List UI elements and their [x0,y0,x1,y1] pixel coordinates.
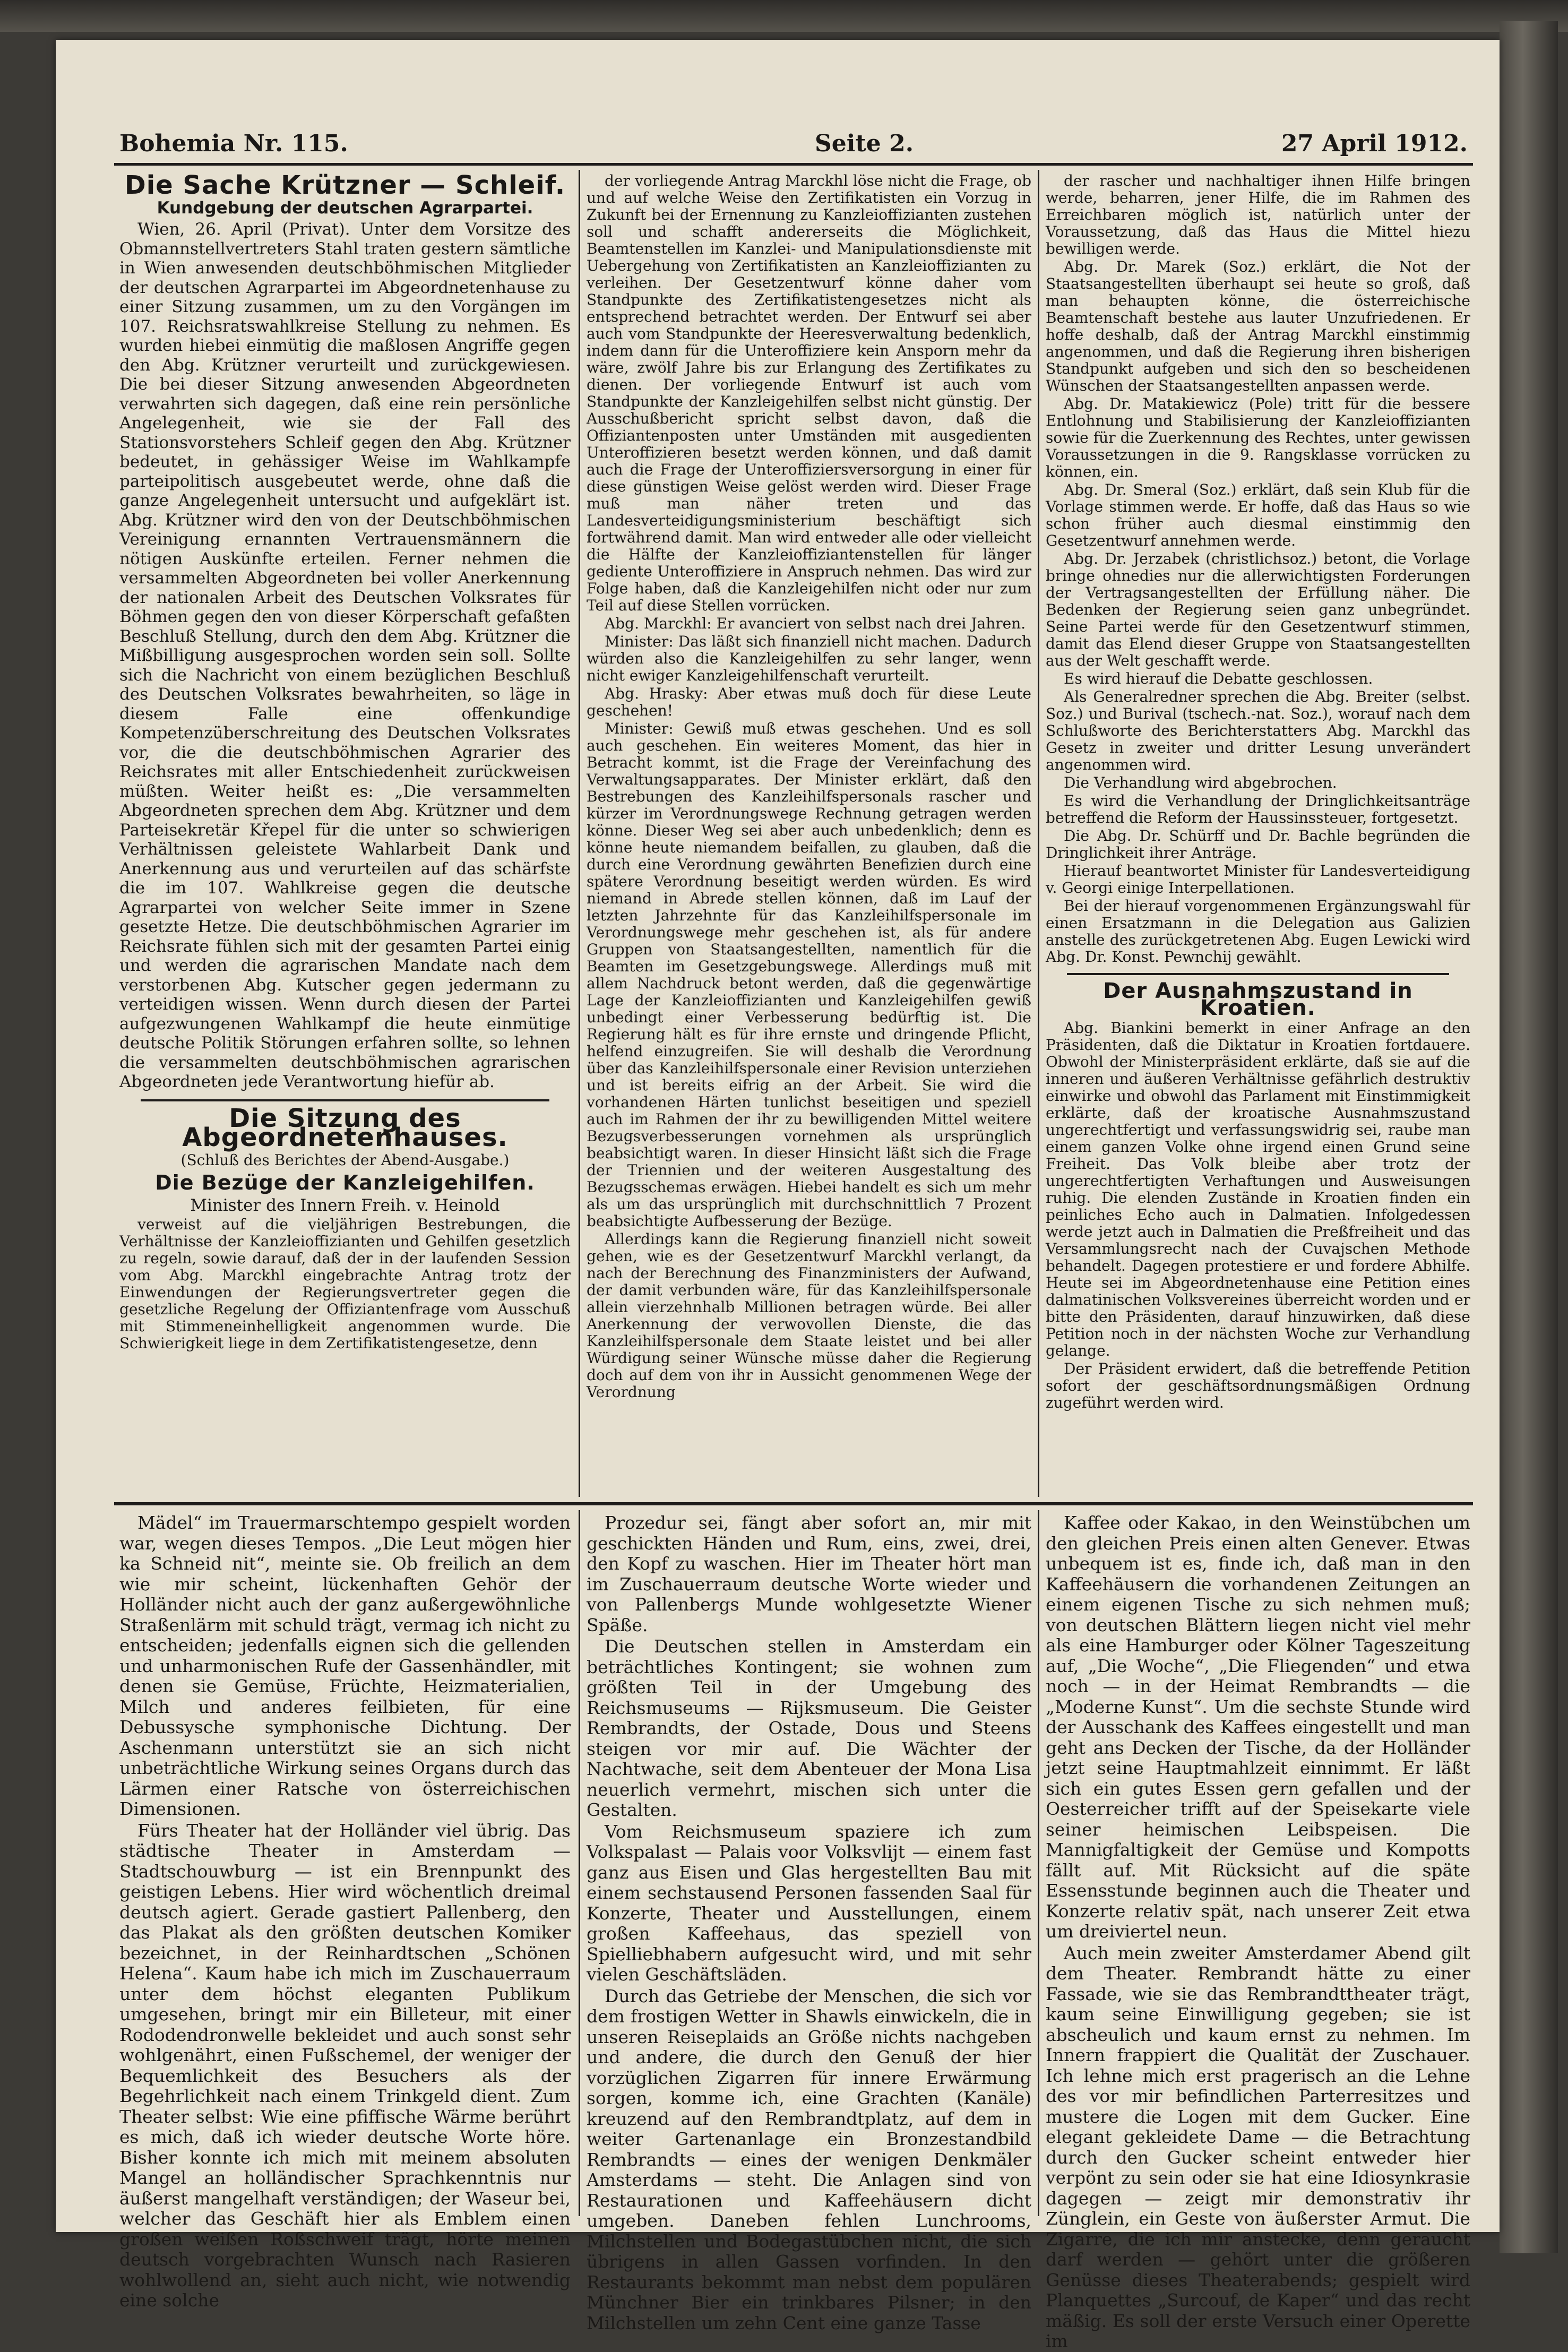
feuilleton-column-2 [587,1512,1031,2333]
article-title-kruetzner: Die Sache Krützner — Schleif. [124,170,566,200]
news-column-2 [587,173,1031,1489]
article-paragraph: Allerdings kann die Regierung finanziell nicht soweit gehen, wie es der Gesetzentwurf Marckhl verlangt, da nach der Berechnung des Finanzministers der Aufwand, der damit verbunden wäre, für das Kanzleihilfspersonale allein vierzehnhalb Millionen betragen würde. Bei aller Anerkennung der verwovollen Dienste, die das Kanzleihilfspersonale dem Staate leistet und bei aller Würdigung seiner Wünsche müsse daher die Regierung doch auf dem von ihr in Aussicht genommenen Wege der Verordnung [587,1230,1031,1401]
feuilleton-paragraph: Prozedur sei, fängt aber sofort an, mir mit geschickten Händen und Rum, eins, zwei, drei, den Kopf zu waschen. Hier im Theater hört man im Zuschauerraum deutsche Worte wieder und von Pallenbergs Munde wohlgesetzte Wiener Späße. [587,1512,1031,1635]
article-paragraph: Der Präsident erwidert, daß die betreffende Petition sofort der geschäftsordnungsmäßigen Ordnung zugeführt werden wird. [1046,1360,1470,1411]
header-page-number: Seite 2. [815,130,914,157]
feuilleton-rule [114,1502,1473,1505]
feuilleton-paragraph: Auch mein zweiter Amsterdamer Abend gilt dem Theater. Rembrandt hätte zu einer Fassade, wie sie das Rembrandttheater trägt, kaum seine Einwilligung gegeben; sie ist abscheulich und kaum ernst zu nehmen. Im Innern frappiert die Qualität der Zuschauer. Ich lehne mich erst pragerisch an die Lehne des vor mir befindlichen Parterresitzes und mustere die Logen mit dem Gucker. Eine elegant gekleidete Dame — die Betrachtung durch den Gucker scheint entweder hier verpönt zu sein oder sie hat eine Idiosynkrasie dagegen — zeigt mir demonstrativ ihr Zünglein, ein Geste von äußerster Armut. Die Zigarre, die ich mir anstecke, denn geraucht darf werden — gehört unter die größeren Genüsse dieses Theaterabends; gespielt wird Planquettes „Surcouf, de Kaper“ und das recht mäßig. Es soll der erste Versuch einer Operette im [1046,1942,1470,2351]
article-paragraph: Abg. Dr. Matakiewicz (Pole) tritt für die bessere Entlohnung und Stabilisierung der Kanzleioffizianten sowie für die Zuerkennung des Rechtes, unter gewissen Voraussetzungen in die 9. Rangsklasse vorrücken zu können, ein. [1046,395,1470,480]
feuilleton-paragraph: Kaffee oder Kakao, in den Weinstübchen um den gleichen Preis einen alten Genever. Etwas unbequem ist es, finde ich, daß man in den Kaffeehäusern die vorhandenen Zeitungen an einem eigenen Tische zu sich nehmen muß; von deutschen Blättern liegen nicht viel mehr als eine Hamburger oder Kölner Tageszeitung auf, „Die Woche“, „Die Fliegenden“ und etwa noch — in der Heimat Rembrandts — die „Moderne Kunst“. Um die sechste Stunde wird der Ausschank des Kaffees eingestellt und man geht ans Decken der Tische, da der Holländer jetzt seine Hauptmahlzeit einnimmt. Er läßt sich ein gutes Essen gern gefallen und der Oesterreicher trifft auf der Speisekarte viele seiner heimischen Leibspeisen. Die Mannigfaltigkeit der Gemüse und Kompotts fällt auf. Mit Rücksicht auf die späte Essensstunde beginnen auch die Theater und Konzerte relativ spät, nach unserer Zeit etwa um dreiviertel neun. [1046,1512,1470,1942]
article-subtitle: Kundgebung der deutschen Agrarpartei. [157,198,533,218]
article-paragraph: Es wird die Verhandlung der Dringlichkeitsanträge betreffend die Reform der Haussinssteuer, fortgesetzt. [1046,792,1470,826]
feuilleton-paragraph: Durch das Getriebe der Menschen, die sich vor dem frostigen Wetter in Shawls einwickeln, die in unseren Reiseplaids an Größe nichts nachgeben und andere, die durch den Genuß der hier vorzüglichen Zigarren für innere Erwärmung sorgen, komme ich, eine Grachten (Kanäle) kreuzend auf den Rembrandtplatz, auf dem in weiter Gartenanlage ein Bronzestandbild Rembrandts — eines der wenigen Denkmäler Amsterdams — steht. Die Anlagen sind von Restaurationen und Kaffeehäusern dicht umgeben. Daneben fehlen Lunchrooms, Milchstellen und Bodegastübchen nicht, die sich übrigens in allen Gassen vorfinden. In den Restaurants bekommt man nebst dem populären Münchner Bier ein trinkbares Pilsner; in den Milchstellen um zehn Cent eine ganze Tasse [587,1985,1031,2333]
article-paragraph: Abg. Marckhl: Er avanciert von selbst nach drei Jahren. [605,615,1026,632]
speaker-line: Minister des Innern Freih. v. Heinold [190,1195,500,1215]
article-paragraph: Abg. Dr. Jerzabek (christlichsoz.) betont, die Vorlage bringe ohnedies nur die allerwichtigsten Forderungen der Vertragsangestellten der Erfüllung näher. Die Bedenken der Regierung seien ganz unbegründet. Seine Partei werde für den Gesetzentwurf stimmen, damit das Elend dieser Gruppe von Staatsangestellten aus der Welt geschafft werde. [1046,550,1470,669]
header-issue: Bohemia Nr. 115. [119,130,348,157]
article-title-kroatien: Der Ausnahmszustand in Kroatien. [1103,979,1413,1020]
article-paragraph: verweist auf die vieljährigen Bestrebungen, die Verhältnisse der Kanzleioffizianten und Gehilfen gesetzlich zu regeln, sowie darauf, daß der in der laufenden Session vom Abg. Marckhl eingebrachte Antrag trotz der Einwendungen der Regierungsvertreter gegen die gesetzliche Regelung der Offiziantenfrage vom Ausschuß mit Stimmeneinhelligkeit angenommen wurde. Die Schwierigkeit liege in dem Zertifikatistengesetze, denn [119,1216,571,1352]
article-separator [141,1099,549,1101]
news-column-3 [1046,173,1470,1489]
article-paragraph: Als Generalredner sprechen die Abg. Breiter (selbst. Soz.) und Burival (tschech.-nat. Soz.), worauf nach dem Schlußworte des Berichterstatters Abg. Marckhl das Gesetz in zweiter und dritter Lesung unverändert angenommen wird. [1046,688,1470,773]
article-paragraph: Bei der hierauf vorgenommenen Ergänzungswahl für einen Ersatzmann in die Delegation aus Galizien anstelle des zurückgetretenen Abg. Eugen Lewicki wird Abg. Dr. Konst. Pewnchij gewählt. [1046,897,1470,966]
article-paragraph: Abg. Dr. Marek (Soz.) erklärt, die Not der Staatsangestellten überhaupt sei heute so groß, daß man behaupten könne, die österreichische Beamtenschaft bestehe aus lauter Unzufriedenen. Er hoffe deshalb, daß der Antrag Marckhl einstimmig angenommen, und daß die Regierung ihren bisherigen Standpunkt aufgeben und sich den so bescheidenen Wünschen der Staatsangestellten anpassen werde. [1046,258,1470,394]
article-title-sitzung: Die Sitzung des Abgeordnetenhauses. [182,1103,508,1152]
article-paragraph: Die Abg. Dr. Schürff und Dr. Bachle begründen die Dringlichkeit ihrer Anträge. [1046,827,1470,861]
column-rule [1038,170,1039,1497]
page-header [119,130,1468,167]
article-paragraph: Es wird hierauf die Debatte geschlossen. [1064,670,1373,687]
newspaper-page [56,40,1500,2351]
feuilleton-paragraph: Vom Reichsmuseum spaziere ich zum Volkspalast — Palais voor Volksvlijt — einem fast ganz aus Eisen und Glas hergestellten Bau mit einem sechstausend Personen fassenden Saal für Konzerte, Theater und Ausstellungen, einem großen Kaffeehaus, das speziell von Spielliebhabern aufgesucht wird, und mit sehr vielen Geschäftsläden. [587,1821,1031,1985]
scan-border-right [1500,21,1558,2253]
article-paragraph: Abg. Dr. Smeral (Soz.) erklärt, daß sein Klub für die Vorlage stimmen werde. Er hoffe, daß das Haus so wie schon früher auch diesmal einstimmig den Gesetzentwurf annehmen werde. [1046,481,1470,549]
article-paragraph: Minister: Das läßt sich finanziell nicht machen. Dadurch würden also die Kanzleigehilfen zu sehr langer, wenn nicht ewiger Kanzleigehilfenschaft verurteilt. [587,633,1031,684]
header-rule [114,163,1473,166]
column-rule [579,1510,580,2216]
article-paragraph: Die Verhandlung wird abgebrochen. [1064,774,1337,791]
scan-border-top [0,0,1568,32]
header-date: 27 April 1912. [1281,130,1468,157]
article-paragraph: Abg. Biankini bemerkt in einer Anfrage an den Präsidenten, daß die Diktatur in Kroatien fortdauere. Obwohl der Ministerpräsident erklärte, daß sie auf die inneren und äußeren Verhältnisse gefährlich destruktiv einwirke und obwohl das Parlament mit Einstimmigkeit erklärte, daß der kroatische Ausnahmszustand ungerechtfertigt und verfassungswidrig sei, raube man einem ganzen Volke ohne irgend einen Grund seine Freiheit. Das Volk bleibe aber trotz der ungerechtfertigten Verhaftungen und Ausweisungen ruhig. Die elenden Zustände in Kroatien finden ein peinliches Echo auch in Dalmatien. Infolgedessen werde jetzt auch in Dalmatien die Preßfreiheit und das Versammlungsrecht nach der Cuvajschen Methode behandelt. Dagegen protestiere er und fordere Abhilfe. Heute sei im Abgeordnetenhause eine Petition eines dalmatinischen Volksvereines überreicht worden und er bitte den Präsidenten, darauf hinzuwirken, daß diese Petition noch in der nächsten Woche zur Verhandlung gelange. [1046,1019,1470,1359]
article-note: (Schluß des Berichtes der Abend-Ausgabe.) [180,1151,510,1169]
feuilleton-column-1 [119,1512,571,2311]
article-paragraph: Minister: Gewiß muß etwas geschehen. Und es soll auch geschehen. Ein weiteres Moment, das hier in Betracht kommt, ist die Frage der Vereinfachung des Verwaltungsapparates. Der Minister erklärt, daß den Bestrebungen des Kanzleihilfspersonals rascher und kürzer im Verordnungswege Rechnung getragen werden könne. Dieser Weg sei aber auch unbedenklich; denn es könne heute niemandem beifallen, zu glauben, daß die durch eine Verordnung gewährten Benefizien durch eine spätere Verordnung beseitigt werden würden. Es wird niemand in Abrede stellen können, daß im Lauf der letzten Jahrzehnte für das Kanzleihilfspersonale im Verordnungswege mehr geschehen ist, als für andere Gruppen von Staatsangestellten, namentlich für die Beamten im Gesetzgebungswege. Allerdings muß mit allem Nachdruck betont werden, daß die gegenwärtige Lage der Kanzleioffizianten und Kanzleigehilfen gewiß unbedingt einer Verbesserung bedürftig ist. Die Regierung hält es für ihre ernste und dringende Pflicht, helfend einzugreifen. Sie will deshalb die Verordnung über das Kanzleihilfspersonale einer Revision unterziehen und ist bereits eifrig an der Arbeit. Sie wird die vorhandenen Härten tunlichst beseitigen und speziell auch im Rahmen der ihr zu bewilligenden Mittel weitere Bezugsverbesserungen vornehmen als ursprünglich beabsichtigt waren. In dieser Hinsicht läßt sich die Frage der Triennien und der weiteren Ausgestaltung des Bezugsschemas erwägen. Hiebei handelt es sich um mehr als um das ursprünglich mit durchschnittlich 7 Prozent beabsichtigte Aufbesserung der Bezüge. [587,720,1031,1230]
article-paragraph: Hierauf beantwortet Minister für Landesverteidigung v. Georgi einige Interpellationen. [1046,862,1470,897]
column-rule [1038,1510,1039,2216]
feuilleton-paragraph: Fürs Theater hat der Holländer viel übrig. Das städtische Theater in Amsterdam — Stadtschouwburg — ist ein Brennpunkt des geistigen Lebens. Hier wird wöchentlich dreimal deutsch agiert. Gerade gastiert Pallenberg, den das Plakat als den größten deutschen Komiker bezeichnet, in der Reinhardtschen „Schönen Helena“. Kaum habe ich mich im Zuschauerraum unter dem höchst eleganten Publikum umgesehen, bringt mir ein Billeteur, mit einer Rododendronwelle bekleidet und auch sonst sehr wohlgenährt, einen Fußschemel, der weniger der Bequemlichkeit des Besuchers als der Begehrlichkeit nach einem Trinkgeld dient. Zum Theater selbst: Wie eine pfiffische Wärme berührt es mich, daß ich wieder deutsche Worte höre. Bisher konnte ich mich mit meinem absoluten Mangel an holländischer Sprachkenntnis nur äußerst mangelhaft verständigen; der Waseur bei, welcher das Geschäft hier als Emblem einen großen weißen Roßschweif trägt, hörte meinen deutsch vorgebrachten Wunsch nach Rasieren wohlwollend an, sieht auch nicht, wie notwendig eine solche [119,1820,571,2311]
feuilleton-paragraph: Die Deutschen stellen in Amsterdam ein beträchtliches Kontingent; sie wohnen zum größten Teil in der Umgebung des Reichsmuseums — Rijksmuseum. Die Geister Rembrandts, der Ostade, Dous und Steens steigen vor mir auf. Die Wächter der Nachtwache, seit dem Abenteuer der Mona Lisa neuerlich vermehrt, mischen sich unter die Gestalten. [587,1636,1031,1820]
article-separator [1067,973,1449,975]
news-column-1 [119,170,571,1489]
feuilleton-column-3 [1046,1512,1470,2351]
article-paragraph: der rascher und nachhaltiger ihnen Hilfe bringen werde, beharren, jener Hilfe, die im Rahmen des Erreichbaren möglich ist, natürlich unter der Voraussetzung, daß das Haus die Mittel hiezu bewilligen werde. [1046,172,1470,257]
feuilleton-paragraph: Mädel“ im Trauermarschtempo gespielt worden war, wegen dieses Tempos. „Die Leut mögen hier ka Schneid nit“, meinte sie. Ob freilich an dem wie mir scheint, lückenhaften Gehör der Holländer nicht auch der ganz außergewöhnliche Straßenlärm mit schuld trägt, vermag ich nicht zu entscheiden; jedenfalls eignen sich die gellenden und unharmonischen Rufe der Gassenhändler, mit denen sie Gemüse, Früchte, Heizmaterialien, Milch und anderes feilbieten, für eine Debussysche symphonische Dichtung. Der Aschenmann unterstützt sie an sich nicht unbeträchtliche Wirkung seines Organs durch das Lärmen einer Ratsche von österreichischen Dimensionen. [119,1512,571,1819]
article-paragraph: der vorliegende Antrag Marckhl löse nicht die Frage, ob und auf welche Weise den Zertifikatisten ein Vorzug in Zukunft bei der Ernennung zu Kanzleioffizianten zustehen soll und schafft andererseits die Möglichkeit, Beamtenstellen im Kanzlei- und Manipulationsdienste mit Uebergehung von Zertifikatisten an Kanzleioffizianten zu verleihen. Der Gesetzentwurf könne daher vom Standpunkte des Zertifikatistengesetzes nicht als entsprechend betrachtet werden. Der Entwurf sei aber auch vom Standpunkte der Heeresverwaltung bedenklich, indem dann für die Unteroffiziere kein Ansporn mehr da wäre, zwölf Jahre bis zur Erlangung des Zertifikates zu dienen. Der vorliegende Entwurf ist auch vom Standpunkte der Kanzleigehilfen selbst nicht günstig. Der Ausschußbericht spricht selbst davon, daß die Offiziantenposten unter Umständen mit ausgedienten Unteroffizieren besetzt werden können, und daß damit auch die Frage der Unteroffiziersversorgung in einer für diese günstigen Weise gelöst werden wird. Dieser Frage muß man näher treten und das Landesverteidigungsministerium beschäftigt sich fortwährend damit. Man wird entweder alle oder vielleicht die Hälfte der Kanzleioffiziantenstellen für länger gediente Unteroffiziere in Anspruch nehmen. Das wird zur Folge haben, daß die Kanzleigehilfen nicht oder nur zum Teil auf diese Stellen vorrücken. [587,172,1031,614]
article-paragraph: Wien, 26. April (Privat). Unter dem Vorsitze des Obmannstellvertreters Stahl traten gestern sämtliche in Wien anwesenden deutschböhmischen Mitglieder der deutschen Agrarpartei im Abgeordnetenhause zu einer Sitzung zusammen, um zu den Vorgängen im 107. Reichsratswahlkreise Stellung zu nehmen. Es wurden hiebei einmütig die maßlosen Angriffe gegen den Abg. Krützner verurteilt und zurückgewiesen. Die bei dieser Sitzung anwesenden Abgeordneten verwahrten sich dagegen, daß eine rein persönliche Angelegenheit, wie sie der Fall des Stationsvorstehers Schleif gegen den Abg. Krützner bedeutet, in gehässiger Weise im Wahlkampfe parteipolitisch ausgebeutet werde, ohne daß die ganze Angelegenheit untersucht und aufgeklärt ist. Abg. Krützner wird den von der Deutschböhmischen Vereinigung ernannten Vertrauensmännern die nötigen Auskünfte erteilen. Ferner nehmen die versammelten Abgeordneten bei voller Anerkennung der nationalen Arbeit des Deutschen Volksrates für Böhmen gegen den von dieser Körperschaft gefaßten Beschluß Stellung, durch den dem Abg. Krützner die Mißbilligung ausgesprochen worden sein soll. Sollte sich die Nachricht von einem bezüglichen Beschluß des Deutschen Volksrates bewahrheiten, so läge in diesem Falle eine offenkundige Kompetenzüberschreitung des Deutschen Volksrates vor, die die deutschböhmischen Agrarier des Reichsrates mit aller Entschiedenheit zurückweisen müßten. Weiter heißt es: „Die versammelten Abgeordneten sprechen dem Abg. Krützner und dem Parteisekretär Křepel für die unter so schwierigen Verhältnissen geleistete Wahlarbeit Dank und Anerkennung aus und verurteilen auf das schärfste die im 107. Wahlkreise gegen die deutsche Agrarpartei von welcher Seite immer in Szene gesetzte Hetze. Die deutschböhmischen Agrarier im Reichsrate fühlen sich mit der gesamten Partei einig und werden die agrarischen Mandate nach dem verstorbenen Abg. Kutscher gegen jedermann zu verteidigen wissen. Wenn durch diesen der Partei aufgezwungenen Wahlkampf die heute einmütige deutsche Politik Störungen erfahren sollte, so lehnen die versammelten deutschböhmischen agrarischen Abgeordneten jede Verantwortung hiefür ab. [119,220,571,1091]
section-title-bezuege: Die Bezüge der Kanzleigehilfen. [155,1171,535,1194]
column-rule [579,170,580,1497]
article-paragraph: Abg. Hrasky: Aber etwas muß doch für diese Leute geschehen! [587,685,1031,719]
